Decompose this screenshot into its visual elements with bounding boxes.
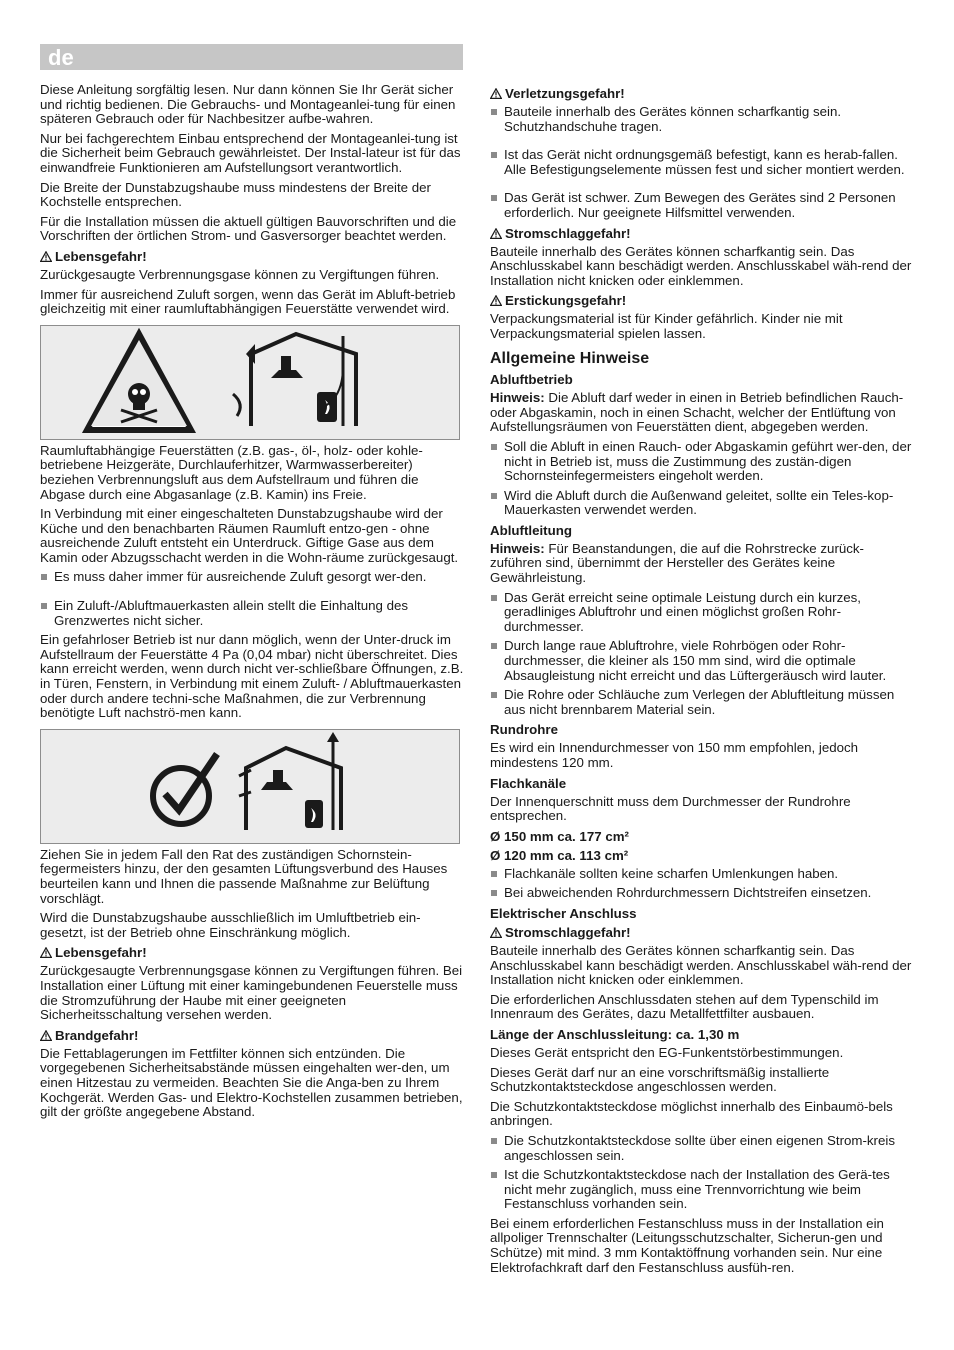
warning-heading: Stromschlaggefahr!	[490, 925, 915, 940]
warning-heading: Erstickungsgefahr!	[490, 293, 915, 308]
warning-triangle-icon	[40, 947, 52, 958]
subsection-title: Abluftleitung	[490, 522, 572, 538]
warning-text: Immer für ausreichend Zuluft sorgen, wenn das Gerät im Abluft-betrieb gleichzeitig mit einer raumluftabhängigen Feuerstätte verwendet wird.	[40, 286, 456, 317]
body-paragraph: Raumluftabhängige Feuerstätten (z.B. gas-, öl-, holz- oder kohle-betriebene Heizgeräte, Durchlauferhitzer, Warmwasserbereiter) beziehen Verbrennungsluft aus dem Aufstellraum und führen die Abgase durch eine Abgasanlage (z.B. Kamin) ins Freie.	[40, 442, 423, 502]
warning-text: Zurückgesaugte Verbrennungsgase können zu Vergiftungen führen.	[40, 266, 440, 282]
bullet-item: Das Gerät ist schwer. Zum Bewegen des Gerätes sind 2 Personen erforderlich. Nur geeignete Hilfsmittel verwenden.	[490, 191, 915, 220]
warning-heading: Brandgefahr!	[40, 1028, 465, 1043]
body-paragraph: Es wird ein Innendurchmesser von 150 mm empfohlen, jedoch mindestens 120 mm.	[490, 740, 859, 770]
warning-text: Die Fettablagerungen im Fettfilter können sich entzünden. Die vorgegebenen Sicherheitsabstände müssen eingehalten wer-den, um einen Hitzestau zu vermeiden. Beachten Sie die Anga-ben zu Ihrem Kochgerät. Werden Gas- und Elektro-Kochstellen zusammen betrieben, gilt der größte angegebene Abstand.	[40, 1045, 463, 1120]
left-column	[40, 83, 465, 1125]
warning-text: Zurückgesaugte Verbrennungsgase können zu Vergiftungen führen. Bei Installation einer Lüftung mit einer kamingebundenen Feuerstelle muss die Stromzuführung der Haube mit einer geeigneten Sicherheitsschaltung versehen werden.	[40, 963, 463, 1023]
intro-paragraph: Diese Anleitung sorgfältig lesen. Nur dann können Sie Ihr Gerät sicher und richtig bedienen. Die Gebrauchs- und Montageanlei-tung für einen späteren Gebrauch oder für Nachbesitzer aufbe-wahren.	[40, 82, 456, 127]
warning-triangle-icon	[490, 295, 502, 306]
measurement-line: Ø 150 mm ca. 177 cm²	[490, 828, 629, 844]
measurement-line: Ø 120 mm ca. 113 cm²	[490, 847, 629, 863]
bullet-item: Ein Zuluft-/Abluftmauerkasten allein stellt die Einhaltung des Grenzwertes nicht sicher.	[40, 599, 465, 628]
warning-triangle-icon	[40, 1030, 52, 1041]
bullet-item: Ist das Gerät nicht ordnungsgemäß befestigt, kann es herab-fallen. Alle Befestigungselemente müssen fest und sicher montiert werden.	[490, 148, 915, 177]
body-paragraph: Die Schutzkontaktsteckdose möglichst innerhalb des Einbaumö-bels anbringen.	[490, 1098, 893, 1129]
danger-illustration	[40, 325, 460, 440]
bullet-item: Flachkanäle sollten keine scharfen Umlenkungen haben.	[490, 867, 915, 882]
body-paragraph: Der Innenquerschnitt muss dem Durchmesser der Rundrohre entsprechen.	[490, 793, 851, 824]
bullet-item: Bei abweichenden Rohrdurchmessern Dichtstreifen einsetzen.	[490, 886, 915, 901]
body-paragraph: Ein gefahrloser Betrieb ist nur dann möglich, wenn der Unter-druck im Aufstellraum der Feuerstätte 4 Pa (0,04 mbar) nicht überschreitet. Dies kann erreicht werden, wenn durch nicht ver-schließbare Öffnungen, z.B. in Türen, Fenstern, in Verbindung mit einem Zuluft- / Abluftmauerkasten oder durch andere techni-sche Maßnahmen, die zur Verbrennung benötigte Luft nachströ-men kann.	[40, 632, 464, 721]
warning-heading: Stromschlaggefahr!	[490, 226, 915, 241]
subsection-title: Flachkanäle	[490, 775, 567, 791]
ok-illustration	[40, 729, 460, 844]
right-column	[490, 86, 915, 1280]
warning-triangle-icon	[490, 88, 502, 99]
language-header	[40, 44, 463, 70]
bullet-item: Soll die Abluft in einen Rauch- oder Abgaskamin geführt wer-den, der nicht in Betrieb ist, muss die Zustimmung des zustän-digen Schornsteinfegermeisters eingeholt werden.	[490, 440, 915, 484]
note-paragraph: Hinweis: Die Abluft darf weder in einen in Betrieb befindlichen Rauch- oder Abgaskamin, noch in einen Schacht, welcher der Entlüftung von Aufstellungsräumen von Feuerstätten dient, abgegeben werden.	[490, 390, 904, 435]
warning-heading: Lebensgefahr!	[40, 249, 465, 264]
subsection-title: Elektrischer Anschluss	[490, 905, 637, 921]
body-paragraph: Dieses Gerät entspricht den EG-Funkentstörbestimmungen.	[490, 1044, 844, 1060]
body-paragraph: Bei einem erforderlichen Festanschluss muss in der Installation ein allpoliger Trennschalter (Leitungsschutzschalter, Sicherun-gen und Schütze) mit mind. 3 mm Kontaktöffnung vorhanden sein. Nur eine Elektrofachkraft darf den Festanschluss ausfüh-ren.	[490, 1215, 884, 1275]
poison-skull-icon	[87, 334, 191, 430]
body-paragraph: Wird die Dunstabzugshaube ausschließlich im Umluftbetrieb ein-gesetzt, ist der Betrieb ohne Einschränkung möglich.	[40, 910, 421, 940]
checkmark-icon	[153, 754, 217, 824]
bullet-item: Das Gerät erreicht seine optimale Leistung durch ein kurzes, geradliniges Abluftrohr und einen möglichst großen Rohr-durchmesser.	[490, 591, 915, 635]
intro-paragraph: Für die Installation müssen die aktuell gültigen Bauvorschriften und die Vorschriften der örtlichen Strom- und Gasversorger beachtet werden.	[40, 213, 457, 244]
warning-text: Bauteile innerhalb des Gerätes können scharfkantig sein. Das Anschlusskabel kann beschädigt werden. Anschlusskabel wäh-rend der Installation nicht knicken oder einklemmen.	[490, 243, 912, 288]
bullet-item: Bauteile innerhalb des Gerätes können scharfkantig sein. Schutzhandschuhe tragen.	[490, 105, 915, 134]
bullet-item: Ist die Schutzkontaktsteckdose nach der Installation des Gerä-tes nicht mehr zugänglich, muss eine Trennvorrichtung wie beim Festanschluss vorhanden sein.	[490, 1168, 915, 1212]
body-paragraph: Die erforderlichen Anschlussdaten stehen auf dem Typenschild im Innenraum des Gerätes, dazu Metallfettfilter ausbauen.	[490, 991, 879, 1022]
intro-paragraph: Die Breite der Dunstabzugshaube muss mindestens der Breite der Kochstelle entsprechen.	[40, 179, 431, 210]
bullet-item: Die Schutzkontaktsteckdose sollte über einen eigenen Strom-kreis angeschlossen sein.	[490, 1134, 915, 1163]
warning-triangle-icon	[490, 927, 502, 938]
language-code: de	[48, 45, 74, 70]
warning-heading: Lebensgefahr!	[40, 945, 465, 960]
warning-triangle-icon	[490, 228, 502, 239]
section-title: Allgemeine Hinweise	[490, 349, 650, 367]
body-paragraph: Dieses Gerät darf nur an eine vorschriftsmäßig installierte Schutzkontaktsteckdose angeschlossen werden.	[490, 1064, 830, 1095]
warning-text: Bauteile innerhalb des Gerätes können scharfkantig sein. Das Anschlusskabel kann beschädigt werden. Anschlusskabel wäh-rend der Installation nicht knicken oder einklemmen.	[490, 942, 912, 988]
warning-text: Verpackungsmaterial ist für Kinder gefährlich. Kinder nie mit Verpackungsmaterial spielen lassen.	[490, 311, 843, 341]
subsection-title: Rundrohre	[490, 722, 558, 738]
bullet-item: Es muss daher immer für ausreichende Zuluft gesorgt wer-den.	[40, 570, 465, 585]
cable-length: Länge der Anschlussleitung: ca. 1,30 m	[490, 1026, 740, 1042]
body-paragraph: In Verbindung mit einer eingeschalteten Dunstabzugshaube wird der Küche und den benachbarten Räumen Raumluft entzo-gen - ohne ausreichende Zuluft entsteht ein Unterdruck. Giftige Gase aus dem Kamin oder Abzugsschacht werden in die Wohn-räume zurückgesaugt.	[40, 506, 459, 565]
warning-triangle-icon	[40, 251, 52, 262]
warning-heading: Verletzungsgefahr!	[490, 86, 915, 101]
intro-paragraph: Nur bei fachgerechtem Einbau entsprechend der Montageanlei-tung ist die Sicherheit beim Gebrauch gewährleistet. Der Instal-lateur ist für das einwandfreie Funktionieren am Aufstellungsort verantwortlich.	[40, 130, 461, 175]
bullet-item: Wird die Abluft durch die Außenwand geleitet, sollte ein Teles-kop-Mauerkasten verwendet werden.	[490, 489, 915, 518]
subsection-title: Abluftbetrieb	[490, 372, 573, 388]
body-paragraph: Ziehen Sie in jedem Fall den Rat des zuständigen Schornstein-fegermeisters hinzu, der den gesamten Lüftungsverbund des Hauses beurteilen kann und Ihnen die passende Maßnahme zur Belüftung vorschlägt.	[40, 846, 448, 906]
bullet-item: Die Rohre oder Schläuche zum Verlegen der Abluftleitung müssen aus nicht brennbarem Material sein.	[490, 688, 915, 717]
note-paragraph: Hinweis: Für Beanstandungen, die auf die Rohrstrecke zurück-zuführen sind, übernimmt der Hersteller des Gerätes keine Gewährleistung.	[490, 540, 864, 586]
bullet-item: Durch lange raue Abluftrohre, viele Rohrbögen oder Rohr-durchmesser, die kleiner als 150 mm sind, wird die optimale Absaugleistung nicht erreicht und das Lüftergeräusch wird lauter.	[490, 639, 915, 683]
